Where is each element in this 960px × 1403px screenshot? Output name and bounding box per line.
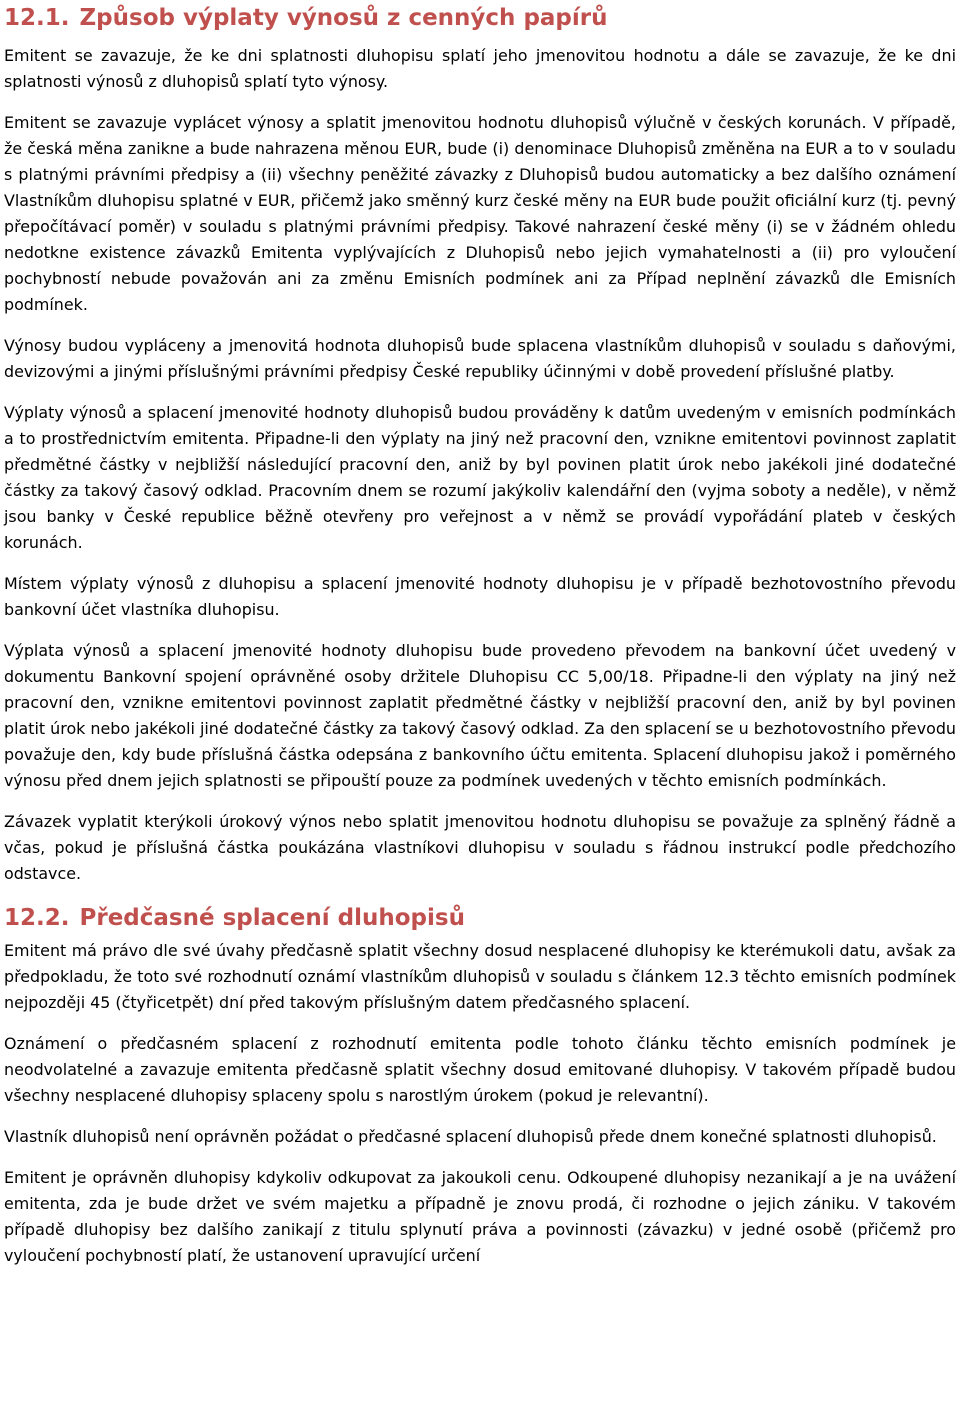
paragraph: Emitent je oprávněn dluhopisy kdykoliv odkupovat za jakoukoli cenu. Odkoupené dluhopisy nezanikají a je na uvážení emitenta, zda je bude držet ve svém majetku a případně je znovu prodá, či rozhodne o jejich zániku. V takovém případě dluhopisy bez dalšího zanikají z titulu splynutí práva a povinnosti (závazku) v jedné osobě (přičemž pro vyloučení pochybností platí, že ustanovení upravující určení bbox=[4, 1168, 956, 1265]
paragraph: Emitent se zavazuje, že ke dni splatnosti dluhopisu splatí jeho jmenovitou hodnotu a dále se zavazuje, že ke dni splatnosti výnosů z dluhopisů splatí tyto výnosy. bbox=[4, 46, 956, 91]
paragraph: Oznámení o předčasném splacení z rozhodnutí emitenta podle tohoto článku těchto emisních podmínek je neodvolatelné a zavazuje emitenta předčasně splatit všechny dosud emitované dluhopisy. V takovém případě budou všechny nesplacené dluhopisy splaceny spolu s narostlým úrokem (pokud je relevantní). bbox=[4, 1034, 956, 1105]
section-title: Předčasné splacení dluhopisů bbox=[79, 905, 465, 931]
paragraph: Místem výplaty výnosů z dluhopisu a splacení jmenovité hodnoty dluhopisu je v případě bezhotovostního převodu bankovní účet vlastníka dluhopisu. bbox=[4, 574, 956, 619]
paragraph: Vlastník dluhopisů není oprávněn požádat o předčasné splacení dluhopisů předе dnem konečné splatnosti dluhopisů. bbox=[4, 1127, 937, 1146]
paragraph: Emitent se zavazuje vyplácet výnosy a splatit jmenovitou hodnotu dluhopisů výlučně v českých korunách. V případě, že česká měna zanikne a bude nahrazena měnou EUR, bude (i) denominace Dluhopisů změněna na EUR a to v souladu s platnými právními předpisy a (ii) všechny peněžité závazky z Dluhopisů budou automaticky a bez dalšího oznámení Vlastníkům dluhopisu splatné v EUR, přičemž jako směnný kurz české měny na EUR bude použit oficiální kurz (tj. pevný přepočítávací poměr) v souladu s platnými právními předpisy. Takové nahrazení české měny (i) se v žádném ohledu nedotkne existence závazků Emitenta vyplývajících z Dluhopisů nebo jejich vymahatelnosti a (ii) pro vyloučení pochybností nebude považován ani za změnu Emisních podmínek ani za Případ neplnění závazků dle Emisních podmínek. bbox=[4, 113, 956, 314]
section-title: Způsob výplaty výnosů z cenných papírů bbox=[79, 5, 608, 31]
paragraph: Výplata výnosů a splacení jmenovité hodnoty dluhopisu bude provedeno převodem na bankovní účet uvedený v dokumentu Bankovní spojení oprávněné osoby držitele Dluhopisu CC 5,00/18. Připadne-li den výplaty na jiný než pracovní den, vznikne emitentovi povinnost zaplatit předmětné částky v nejbližší pracovní den, aniž by byl povinen platit úrok nebo jakékoli jiné dodatečné částky za takový časový odklad. Za den splacení se u bezhotovostního převodu považuje den, kdy bude příslušná částka odepsána z bankovního účtu emitenta. Splacení dluhopisu jakož i poměrného výnosu před dnem jejich splatnosti se připouští pouze za podmínek uvedených v těchto emisních podmínkách. bbox=[4, 641, 956, 790]
paragraph: Výnosy budou vypláceny a jmenovitá hodnota dluhopisů bude splacena vlastníkům dluhopisů v souladu s daňovými, devizovými a jinými příslušnými právními předpisy České republiky účinnými v době provedení příslušné platby. bbox=[4, 336, 956, 381]
document-page bbox=[4, 0, 956, 1284]
section-number: 12.1. bbox=[4, 5, 70, 31]
section-number: 12.2. bbox=[4, 905, 70, 931]
paragraph: Výplaty výnosů a splacení jmenovité hodnoty dluhopisů budou prováděny k datům uvedeným v emisních podmínkách a to prostřednictvím emitenta. Připadne-li den výplaty na jiný než pracovní den, vznikne emitentovi povinnost zaplatit předmětné částky v nejbližší následující pracovní den, aniž by byl povinen platit úrok nebo jakékoli jiné dodatečné částky za takový časový odklad. Pracovním dnem se rozumí jakýkoliv kalendářní den (vyjma soboty a neděle), v němž jsou banky v České republice běžně otevřeny pro veřejnost a v němž se provádí vypořádání plateb v českých korunách. bbox=[4, 403, 956, 552]
section-heading bbox=[4, 902, 956, 934]
paragraph: Emitent má právo dle své úvahy předčasně splatit všechny dosud nesplacené dluhopisy ke kterémukoli datu, avšak za předpokladu, že toto své rozhodnutí oznámí vlastníkům dluhopisů v souladu s článkem 12.3 těchto emisních podmínek nejpozději 45 (čtyřicetpět) dní před takovým příslušným datem předčasného splacení. bbox=[4, 941, 956, 1012]
paragraph: Závazek vyplatit kterýkoli úrokový výnos nebo splatit jmenovitou hodnotu dluhopisu se považuje za splněný řádně a včas, pokud je příslušná částka poukázána vlastníkovi dluhopisu v souladu s řádnou instrukcí podle předchozího odstavce. bbox=[4, 812, 956, 883]
section-heading bbox=[4, 2, 956, 34]
